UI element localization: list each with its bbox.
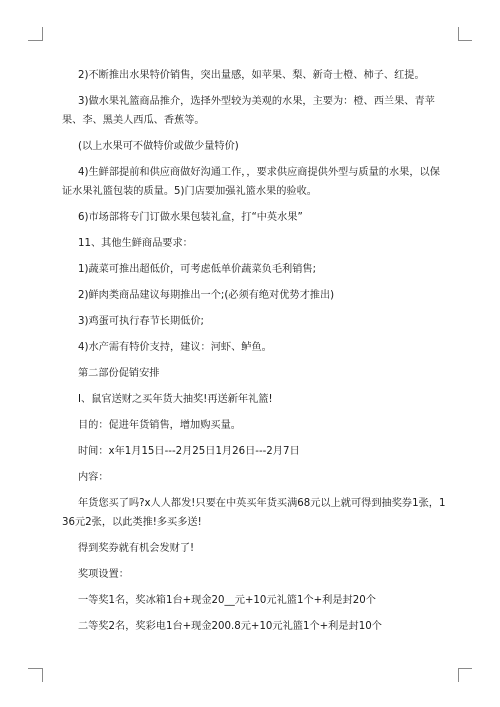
paragraph: 得到奖券就有机会发财了!	[78, 543, 195, 554]
paragraph: 目的：促进年货销售，增加购买量。	[78, 420, 241, 431]
paragraph: 2)不断推出水果特价销售，突出量感，如苹果、梨、新奇士橙、柿子、红提。	[78, 70, 425, 81]
paragraph: 1)蔬菜可推出超低价，可考虑低单价蔬菜负毛利销售;	[78, 264, 317, 275]
paragraph: 2)鲜肉类商品建议每期推出一个;(必须有绝对优势才推出)	[78, 290, 335, 301]
paragraph: 二等奖2名，奖彩电1台+现金200.8元+10元礼篮1个+利是封10个	[78, 621, 382, 632]
document-body	[62, 66, 448, 643]
part-heading: 第二部份促销安排	[78, 368, 160, 379]
paragraph: 3)鸡蛋可执行春节长期低价;	[78, 316, 204, 327]
crop-mark-top-left-h	[28, 40, 42, 41]
paragraph: 奖项设置：	[78, 569, 129, 580]
paragraph: 年货您买了吗?x人人都发!只要在中英买年货买满68元以上就可得到抽奖券1张，136元2张，以此类推!多买多送!	[62, 498, 446, 528]
crop-mark-top-right-h	[458, 40, 472, 41]
paragraph: 内容：	[78, 472, 109, 483]
crop-mark-bottom-right-h	[458, 668, 472, 669]
crop-mark-bottom-left-v	[42, 668, 43, 682]
paragraph: 6)市场部将专门订做水果包装礼盒，打“中英水果”	[78, 212, 303, 223]
crop-mark-bottom-right-v	[458, 668, 459, 682]
paragraph: 3)做水果礼篮商品推介，选择外型较为美观的水果，主要为：橙、西兰果、青苹果、李、黑美人西瓜、香蕉等。	[62, 96, 435, 126]
crop-mark-top-right-v	[458, 27, 459, 41]
paragraph: (以上水果可不做特价或做少量特价)	[78, 141, 239, 152]
crop-mark-bottom-left-h	[28, 668, 42, 669]
section-heading: 11、其他生鲜商品要求：	[78, 238, 193, 249]
paragraph: 时间：x年1月15日---2月25日1月26日---2月7日	[78, 446, 300, 457]
section-heading: I、鼠官送财之买年货大抽奖!再送新年礼篮!	[78, 394, 273, 405]
paragraph: 一等奖1名，奖冰箱1台+现金20__元+10元礼篮1个+利是封20个	[78, 595, 376, 606]
crop-mark-top-left-v	[42, 27, 43, 41]
paragraph: 4)生鲜部提前和供应商做好沟通工作，，要求供应商提供外型与质量的水果，以保证水果礼篮包装的质量。5)门店要加强礼篮水果的验收。	[62, 167, 440, 197]
paragraph: 4)水产需有特价支持，建议：河虾、鲈鱼。	[78, 342, 272, 353]
